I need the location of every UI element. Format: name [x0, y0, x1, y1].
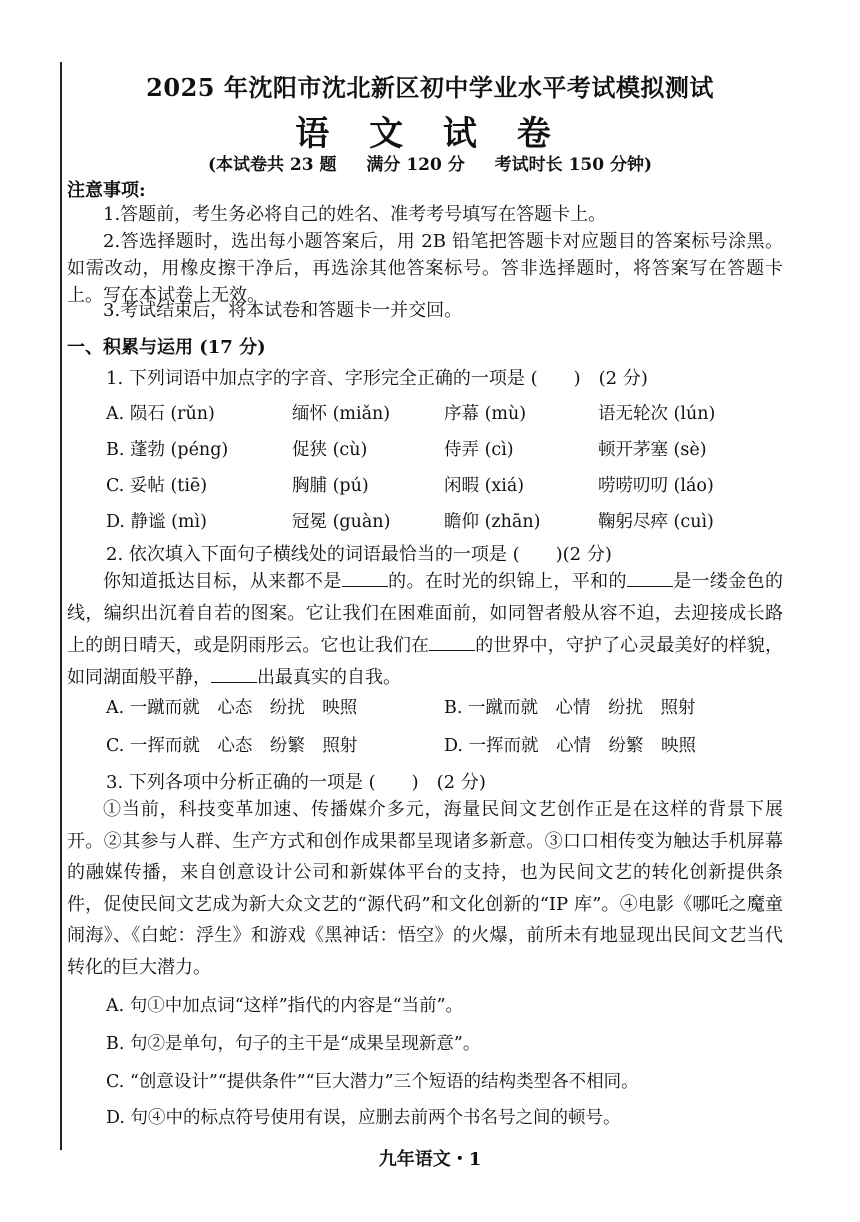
subject-title: 语 文 试 卷	[295, 114, 565, 154]
note-item-2: 2.答选择题时，选出每小题答案后，用 2B 铅笔把答题卡对应题目的答案标号涂黑。如需改动，用橡皮擦干净后，再选涂其他答案标号。答非选择题时，将答案写在答题卡上。写在本试卷上无效。	[67, 231, 783, 306]
q2-passage-part-4: 的世界中，守护了心灵最美好的样貌，如同湖面般平静，	[67, 635, 784, 688]
page-footer: 九年语文・1	[378, 1149, 482, 1170]
meta-duration: 考试时长 150 分钟)	[494, 155, 653, 175]
q1-option-a3: 序幕 (mù)	[444, 404, 527, 424]
q1-option-c3: 闲暇 (xiá)	[444, 476, 525, 496]
q1-option-a4: 语无轮次 (lún)	[598, 404, 716, 424]
section-title: 一、积累与运用 (17 分)	[67, 337, 266, 358]
q2-blank-3	[429, 636, 475, 651]
q3-option-a: A. 句①中加点词“这样”指代的内容是“当前”。	[106, 996, 464, 1016]
q1-option-d3: 瞻仰 (zhān)	[444, 512, 541, 532]
q2-stem: 2. 依次填入下面句子横线处的词语最恰当的一项是 ( )(2 分)	[106, 544, 612, 565]
q3-option-d: D. 句④中的标点符号使用有误，应删去前两个书名号之间的顿号。	[106, 1108, 621, 1128]
q2-blank-4	[211, 668, 257, 683]
q1-option-b4: 顿开茅塞 (sè)	[598, 440, 707, 460]
q1-stem: 1. 下列词语中加点字的字音、字形完全正确的一项是 ( ) (2 分)	[106, 368, 648, 389]
q2-option-c: C. 一挥而就 心态 纷繁 照射	[106, 736, 358, 756]
q1-option-a2: 缅怀 (miǎn)	[292, 404, 391, 424]
q2-blank-1	[342, 572, 388, 587]
q3-stem: 3. 下列各项中分析正确的一项是 ( ) (2 分)	[106, 772, 486, 793]
binding-margin-line	[60, 62, 62, 1150]
note-item-3: 3.考试结束后，将本试卷和答题卡一并交回。	[103, 300, 463, 321]
note-item-1: 1.答题前，考生务必将自己的姓名、准考考号填写在答题卡上。	[103, 204, 607, 225]
q3-passage: ①当前，科技变革加速、传播媒介多元，海量民间文艺创作正是在这样的背景下展开。②其参与人群、生产方式和创作成果都呈现诸多新意。③口口相传变为触达手机屏幕的融媒传播，来自创意设计公司和新媒体平台的支持，也为民间文艺的转化创新提供条件，促使民间文艺成为新大众文艺的“源代码”和文化创新的“IP 库”。④电影《哪吒之魔童闹海》、《白蛇：浮生》和游戏《黑神话：悟空》的火爆，前所未有地显现出民间文艺当代转化的巨大潜力。	[67, 799, 783, 978]
q2-option-a: A. 一蹴而就 心态 纷扰 映照	[106, 698, 358, 718]
q2-option-d: D. 一挥而就 心情 纷繁 映照	[444, 736, 697, 756]
q1-option-b3: 侍弄 (cì)	[444, 440, 514, 460]
q1-option-a1: A. 陨石 (rǔn)	[106, 404, 215, 424]
q1-option-c1: C. 妥帖 (tiē)	[106, 476, 208, 496]
q1-option-b1: B. 蓬勃 (péng)	[106, 440, 229, 460]
q2-passage-part-2: 的。在时光的织锦上，平和的	[387, 571, 627, 592]
q3-option-b: B. 句②是单句，句子的主干是“成果呈现新意”。	[106, 1034, 481, 1054]
q2-passage	[67, 566, 783, 694]
meta-question-count: (本试卷共 23 题	[207, 155, 337, 175]
q2-passage-part-5: 出最真实的自我。	[257, 667, 401, 688]
q2-option-b: B. 一蹴而就 心情 纷扰 照射	[444, 698, 696, 718]
q1-option-d2: 冠冕 (guàn)	[292, 512, 391, 532]
meta-full-score: 满分 120 分	[366, 155, 465, 175]
q1-option-c2: 胸脯 (pú)	[292, 476, 369, 496]
q1-option-d1: D. 静谧 (mì)	[106, 512, 207, 532]
q1-option-d4: 鞠躬尽瘁 (cuì)	[598, 512, 714, 532]
q2-passage-part-1: 你知道抵达目标，从来都不是	[103, 571, 342, 592]
exam-meta	[0, 150, 860, 175]
exam-title: 2025 年沈阳市沈北新区初中学业水平考试模拟测试	[146, 73, 714, 102]
q3-option-c: C. “创意设计”“提供条件”“巨大潜力”三个短语的结构类型各不相同。	[106, 1072, 639, 1092]
notes-title: 注意事项:	[67, 180, 146, 201]
q2-passage-part-3: 是一缕金色的线，编织出沉着自若的图案。它让我们在困难面前，如同智者般从容不迫，去迎接成长路上的朗日晴天，或是阴雨彤云。它也让我们在	[67, 571, 784, 656]
q1-option-c4: 唠唠叨叨 (láo)	[598, 476, 714, 496]
q1-option-b2: 促狭 (cù)	[292, 440, 368, 460]
q2-blank-2	[627, 572, 673, 587]
